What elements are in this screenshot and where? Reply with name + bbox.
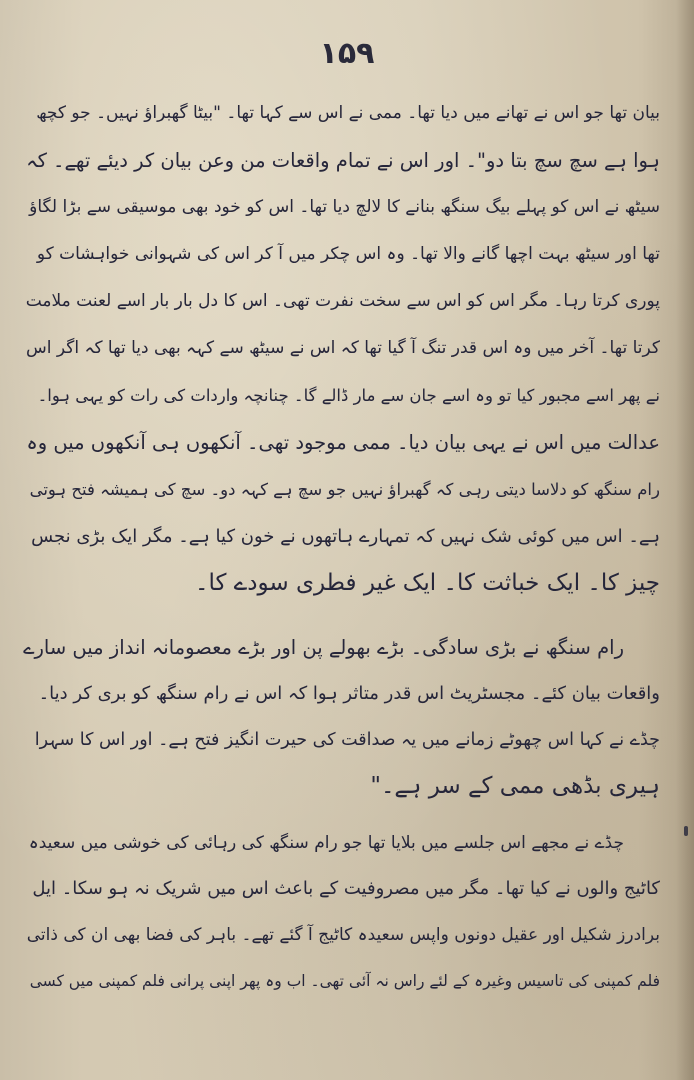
paragraph-1 (22, 90, 660, 607)
text-line: تھا اور سیٹھ بہت اچھا گانے والا تھا۔ وہ اس چکر میں آ کر اس کی شہوانی خواہشات کو (36, 244, 660, 264)
text-line: چیز کا۔ ایک خباثت کا۔ ایک غیر فطری سودے کا۔ (195, 570, 660, 596)
page-number: ۱۵۹ (319, 36, 375, 71)
text-line: چڈے نے مجھے اس جلسے میں بلایا تھا جو رام سنگھ کی رہائی کی خوشی میں سعیدہ (28, 833, 624, 853)
text-line: ہیری بڈھی ممی کے سر ہے۔" (370, 773, 660, 799)
text-line: واقعات بیان کئے۔ مجسٹریٹ اس قدر متاثر ہوا کہ اس نے رام سنگھ کو بری کر دیا۔ (38, 683, 660, 704)
text-line: چڈے نے کہا اس چھوٹے زمانے میں یہ صداقت کی حیرت انگیز فتح ہے۔ اور اس کا سہرا (34, 730, 660, 750)
text-line: عدالت میں اس نے یہی بیان دیا۔ ممی موجود تھی۔ آنکھوں ہی آنکھوں میں وہ (26, 431, 660, 454)
text-line: نے پھر اسے مجبور کیا تو وہ اسے جان سے مار ڈالے گا۔ چنانچہ واردات کی رات کو یہی ہوا۔ (37, 386, 660, 405)
text-line: بیان تھا جو اس نے تھانے میں دیا تھا۔ ممی نے اس سے کہا تھا۔ "بیٹا گھبراؤ نہیں۔ جو کچھ (36, 103, 660, 123)
text-line: رام سنگھ نے بڑی سادگی۔ بڑے بھولے پن اور بڑے معصومانہ انداز میں سارے (23, 636, 624, 659)
text-line: کاٹیج والوں نے کیا تھا۔ مگر میں مصروفیت کے باعث اس میں شریک نہ ہو سکا۔ ایل (32, 878, 660, 899)
text-line: رام سنگھ کو دلاسا دیتی رہی کہ گھبراؤ نہیں جو سچ ہے کہہ دو۔ سچ کی ہمیشہ فتح ہوتی (29, 480, 660, 499)
text-line: ہے۔ اس میں کوئی شک نہیں کہ تمہارے ہاتھوں نے خون کیا ہے۔ مگر ایک بڑی نجس (31, 526, 660, 547)
text-line: برادرز شکیل اور عقیل دونوں واپس سعیدہ کاٹیج آ گئے تھے۔ باہر کی فضا بھی ان کی ذاتی (26, 925, 660, 945)
text-line: ہوا ہے سچ سچ بتا دو"۔ اور اس نے تمام واقعات من وعن بیان کر دیئے تھے۔ کہ (26, 149, 660, 172)
paragraph-3 (22, 820, 660, 1004)
text-line: فلم کمپنی کی تاسیس وغیرہ کے لئے راس نہ آئی تھی۔ اب وہ پھر اپنی پرانی فلم کمپنی میں کسی (29, 972, 660, 990)
text-line: پوری کرتا رہا۔ مگر اس کو اس سے سخت نفرت تھی۔ اس کا دل بار بار اسے لعنت ملامت (25, 291, 660, 311)
text-line: سیٹھ نے اس کو پہلے بیگ سنگھ بنانے کا لالچ دیا تھا۔ اس کو خود بھی موسیقی سے بڑا لگاؤ (29, 197, 660, 217)
page-edge-shadow (676, 0, 694, 1080)
text-line: کرتا تھا۔ آخر میں وہ اس قدر تنگ آ گیا تھا کہ اس نے سیٹھ سے کہہ بھی دیا تھا کہ اگر اس (26, 338, 660, 358)
paragraph-2 (22, 625, 660, 809)
